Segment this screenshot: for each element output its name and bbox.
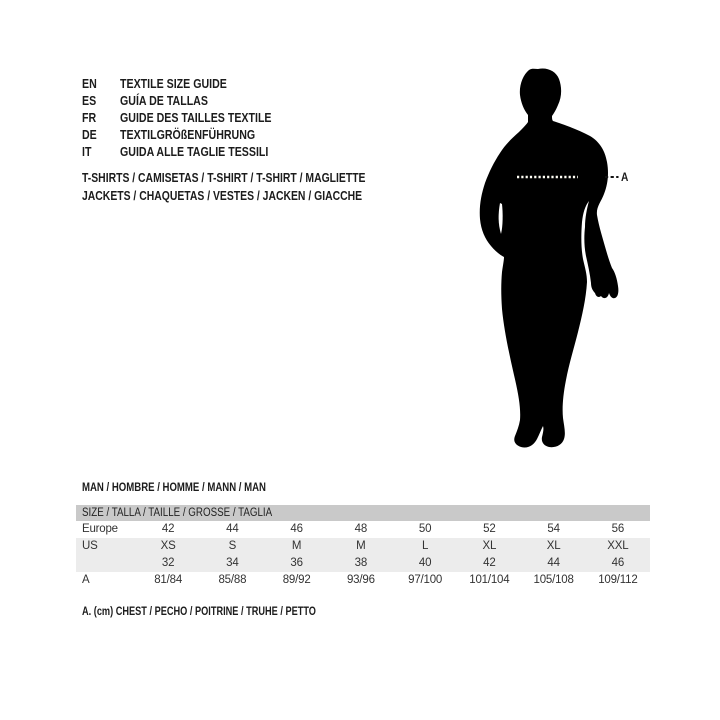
language-title: GUIDE DES TAILLES TEXTILE bbox=[120, 111, 272, 125]
garment-types bbox=[82, 169, 436, 205]
language-list bbox=[82, 76, 298, 161]
language-code: IT bbox=[82, 145, 92, 159]
language-title: TEXTILE SIZE GUIDE bbox=[120, 77, 227, 91]
size-cell: 44 bbox=[547, 557, 560, 569]
size-cell: XL bbox=[546, 540, 561, 552]
footnote-chest: A. (cm) CHEST / PECHO / POITRINE / TRUHE / PETTO bbox=[82, 606, 316, 618]
size-cell: 40 bbox=[418, 557, 432, 569]
row-label: A bbox=[82, 574, 90, 586]
language-row bbox=[82, 144, 298, 161]
size-cell: 46 bbox=[611, 557, 625, 569]
size-cell: 109/112 bbox=[598, 574, 638, 586]
size-cell: S bbox=[228, 540, 237, 552]
size-cell: L bbox=[422, 540, 429, 552]
garment-line-jackets: JACKETS / CHAQUETAS / VESTES / JACKEN / GIACCHE bbox=[82, 188, 363, 203]
language-code: EN bbox=[82, 77, 97, 91]
size-cell: 32 bbox=[161, 557, 175, 569]
size-cell: 44 bbox=[226, 523, 239, 535]
language-code: ES bbox=[82, 94, 97, 108]
language-title: TEXTILGRÖßENFÜHRUNG bbox=[120, 128, 256, 142]
size-cell: 81/84 bbox=[154, 574, 183, 586]
size-cell: 97/100 bbox=[408, 574, 443, 586]
language-row bbox=[82, 127, 298, 144]
man-silhouette bbox=[480, 68, 619, 447]
row-label: Europe bbox=[82, 523, 118, 535]
table-row-europe bbox=[76, 521, 650, 538]
size-cell: 38 bbox=[354, 557, 368, 569]
language-title: GUIDA ALLE TAGLIE TESSILI bbox=[120, 145, 269, 159]
size-cell: 89/92 bbox=[282, 574, 311, 586]
size-cell: 56 bbox=[611, 523, 625, 535]
language-row bbox=[82, 110, 298, 127]
size-cell: 101/104 bbox=[469, 574, 510, 586]
size-table-header: SIZE / TALLA / TAILLE / GRÖSSE / TAGLIA bbox=[76, 505, 650, 521]
language-title: GUÍA DE TALLAS bbox=[120, 94, 208, 108]
size-cell: XL bbox=[482, 540, 497, 552]
size-cell: 54 bbox=[547, 523, 560, 535]
garment-line-tshirts: T-SHIRTS / CAMISETAS / T-SHIRT / T-SHIRT / MAGLIETTE bbox=[82, 170, 366, 185]
table-row-us bbox=[76, 538, 650, 555]
size-cell: 52 bbox=[483, 523, 496, 535]
row-label: US bbox=[82, 540, 98, 552]
language-row bbox=[82, 93, 298, 110]
size-cell: 48 bbox=[354, 523, 368, 535]
size-cell: M bbox=[291, 540, 302, 552]
size-cell: 105/108 bbox=[533, 574, 574, 586]
size-cell: 93/96 bbox=[346, 574, 375, 586]
size-cell: 50 bbox=[418, 523, 432, 535]
size-cell: 85/88 bbox=[218, 574, 247, 586]
size-cell: 34 bbox=[226, 557, 239, 569]
language-code: FR bbox=[82, 111, 97, 125]
size-cell: XXL bbox=[607, 540, 629, 552]
language-code: DE bbox=[82, 128, 97, 142]
size-cell: 42 bbox=[161, 523, 175, 535]
chest-measure-label: A bbox=[621, 170, 629, 184]
man-figure-diagram bbox=[450, 55, 670, 465]
size-cell: 42 bbox=[483, 557, 496, 569]
size-cell: M bbox=[356, 540, 366, 552]
row-label bbox=[76, 555, 136, 572]
size-cell: 36 bbox=[290, 557, 303, 569]
table-row-numeric bbox=[76, 555, 650, 572]
section-title-man: MAN / HOMBRE / HOMME / MANN / MAN bbox=[82, 480, 266, 494]
language-row bbox=[82, 76, 298, 93]
size-cell: XS bbox=[160, 540, 176, 552]
size-table bbox=[76, 505, 650, 589]
size-cell: 46 bbox=[290, 523, 303, 535]
table-row-chest-cm bbox=[76, 572, 650, 589]
